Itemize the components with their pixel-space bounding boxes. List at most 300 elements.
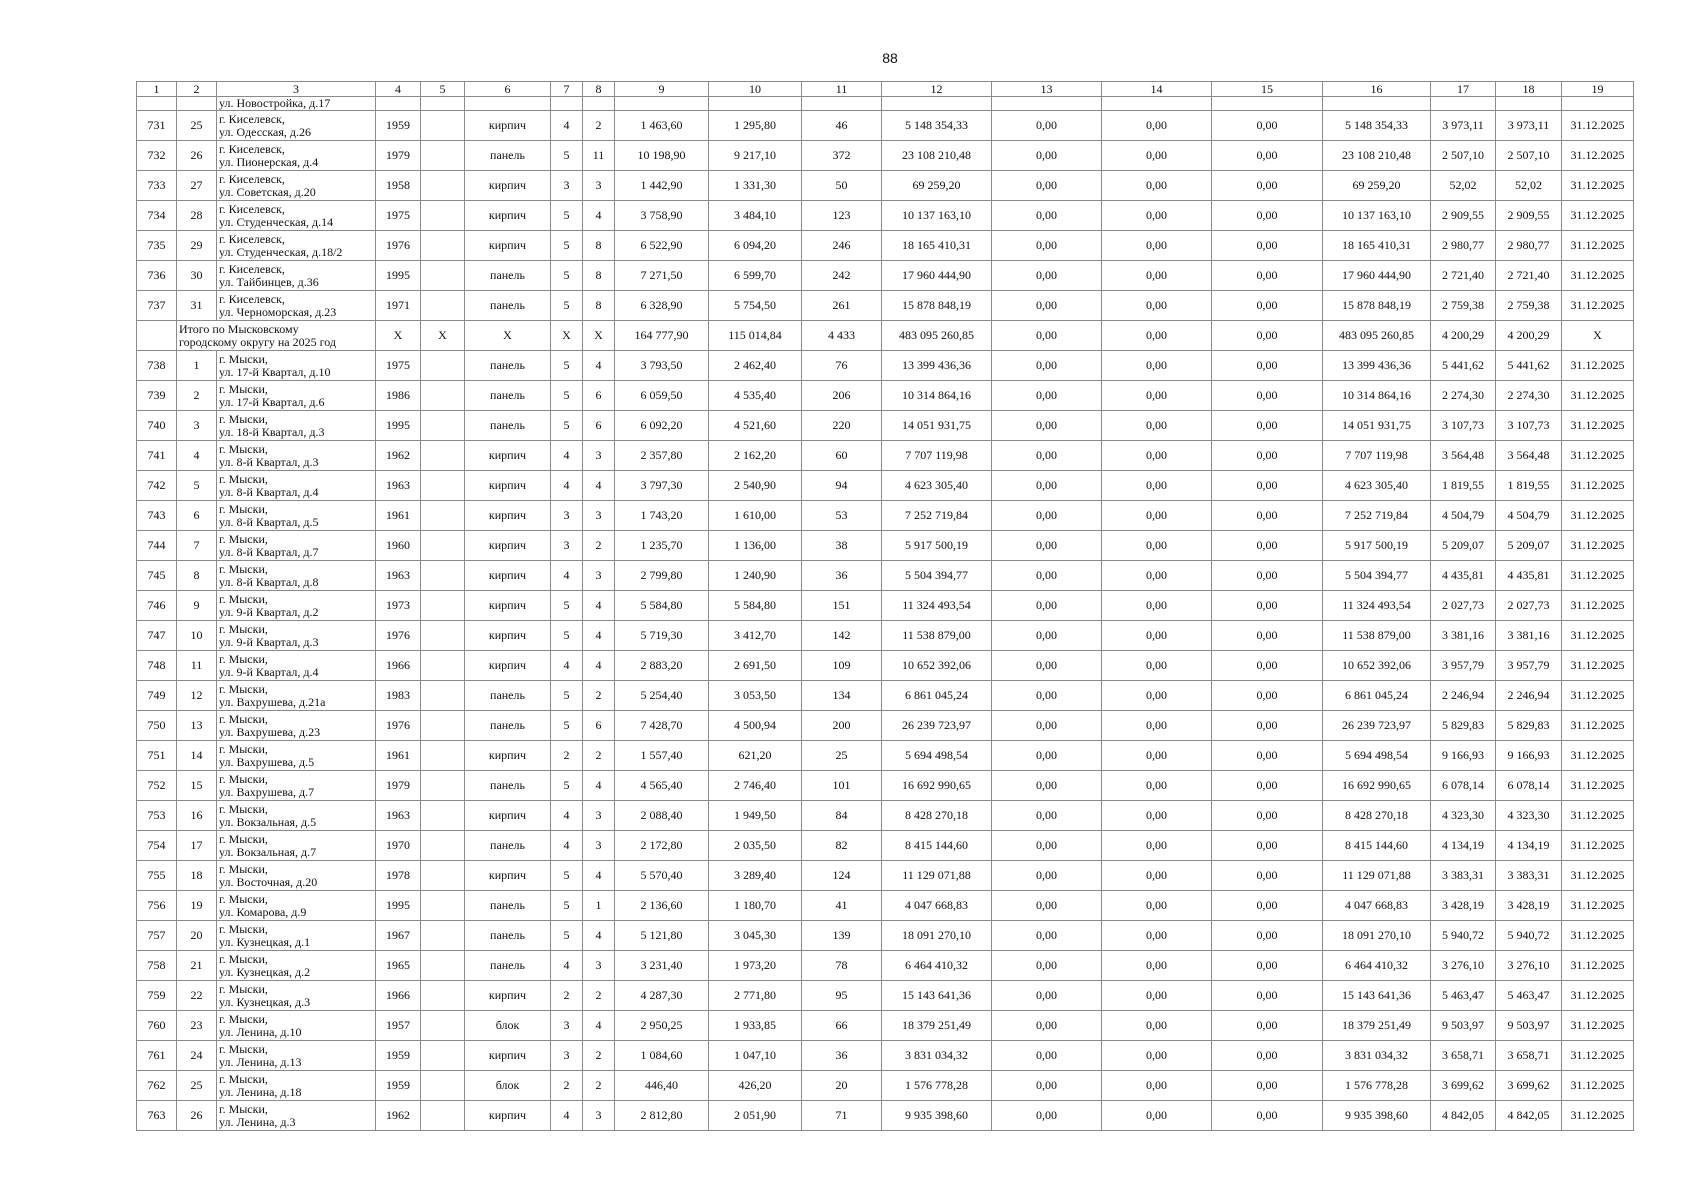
col5-cell <box>421 141 465 171</box>
num-cell: 755 <box>137 861 177 891</box>
address-city: г. Мыски, <box>219 1011 268 1026</box>
year-cell: 1963 <box>376 561 421 591</box>
entrances-cell: 4 <box>583 201 615 231</box>
col14-cell: 0,00 <box>1102 801 1212 831</box>
cost-cell: 18 165 410,31 <box>882 231 992 261</box>
year-cell: 1963 <box>376 801 421 831</box>
floors-cell: 3 <box>551 531 583 561</box>
total-cell: X <box>583 321 615 351</box>
year-cell: 1961 <box>376 741 421 771</box>
cost-cell: 4 623 305,40 <box>882 471 992 501</box>
address-city: г. Мыски, <box>219 471 268 486</box>
column-header: 6 <box>465 82 551 97</box>
col5-cell <box>421 981 465 1011</box>
floors-cell: 5 <box>551 711 583 741</box>
total-area-cell: 6 059,50 <box>615 381 709 411</box>
num-cell: 762 <box>137 1071 177 1101</box>
address-street: ул. Кузнецкая, д.1 <box>219 934 311 949</box>
address-cell <box>217 861 376 891</box>
col13-cell: 0,00 <box>992 891 1102 921</box>
col5-cell <box>421 711 465 741</box>
empty-cell <box>1323 97 1431 111</box>
total-area-cell: 7 428,70 <box>615 711 709 741</box>
address-cell <box>217 411 376 441</box>
entrances-cell: 8 <box>583 261 615 291</box>
num-cell: 746 <box>137 591 177 621</box>
col14-cell: 0,00 <box>1102 1101 1212 1131</box>
empty-cell <box>1102 97 1212 111</box>
date-cell: 31.12.2025 <box>1562 1011 1634 1041</box>
sub-num-cell: 29 <box>177 231 217 261</box>
col18-cell: 52,02 <box>1496 171 1562 201</box>
floors-cell: 5 <box>551 291 583 321</box>
address-cell <box>217 351 376 381</box>
col15-cell: 0,00 <box>1212 861 1323 891</box>
num-cell: 750 <box>137 711 177 741</box>
table-row <box>137 891 1634 921</box>
total-area-cell: 1 463,60 <box>615 111 709 141</box>
floors-cell: 2 <box>551 741 583 771</box>
col14-cell: 0,00 <box>1102 171 1212 201</box>
col16-cell: 5 694 498,54 <box>1323 741 1431 771</box>
col13-cell: 0,00 <box>992 831 1102 861</box>
address-city: г. Мыски, <box>219 1071 268 1086</box>
col16-cell: 18 091 270,10 <box>1323 921 1431 951</box>
page-number: 88 <box>882 50 898 66</box>
year-cell: 1957 <box>376 1011 421 1041</box>
material-cell: кирпич <box>465 591 551 621</box>
date-cell: 31.12.2025 <box>1562 681 1634 711</box>
living-area-cell: 3 412,70 <box>709 621 802 651</box>
cost-cell: 14 051 931,75 <box>882 411 992 441</box>
col15-cell: 0,00 <box>1212 771 1323 801</box>
col17-cell: 3 381,16 <box>1431 621 1496 651</box>
sub-num-cell: 18 <box>177 861 217 891</box>
living-area-cell: 6 599,70 <box>709 261 802 291</box>
column-header: 10 <box>709 82 802 97</box>
year-cell: 1970 <box>376 831 421 861</box>
col15-cell: 0,00 <box>1212 471 1323 501</box>
col13-cell: 0,00 <box>992 381 1102 411</box>
table-row <box>137 531 1634 561</box>
col16-cell: 8 428 270,18 <box>1323 801 1431 831</box>
sub-num-cell: 1 <box>177 351 217 381</box>
address-cell <box>217 681 376 711</box>
address-street: ул. 17-й Квартал, д.6 <box>219 394 325 409</box>
entrances-cell: 6 <box>583 711 615 741</box>
residents-cell: 20 <box>802 1071 882 1101</box>
floors-cell: 4 <box>551 801 583 831</box>
cost-cell: 10 137 163,10 <box>882 201 992 231</box>
entrances-cell: 1 <box>583 891 615 921</box>
residents-cell: 372 <box>802 141 882 171</box>
empty-cell <box>992 97 1102 111</box>
col5-cell <box>421 681 465 711</box>
sub-num-cell: 9 <box>177 591 217 621</box>
material-cell: кирпич <box>465 1101 551 1131</box>
entrances-cell: 2 <box>583 681 615 711</box>
table-row <box>137 381 1634 411</box>
col5-cell <box>421 951 465 981</box>
address-cell <box>217 501 376 531</box>
num-cell: 740 <box>137 411 177 441</box>
cost-cell: 11 129 071,88 <box>882 861 992 891</box>
table-row <box>137 921 1634 951</box>
address-street: ул. 9-й Квартал, д.2 <box>219 604 319 619</box>
col15-cell: 0,00 <box>1212 411 1323 441</box>
total-area-cell: 3 758,90 <box>615 201 709 231</box>
col18-cell: 5 463,47 <box>1496 981 1562 1011</box>
col16-cell: 11 538 879,00 <box>1323 621 1431 651</box>
col17-cell: 4 323,30 <box>1431 801 1496 831</box>
total-cell: 4 200,29 <box>1496 321 1562 351</box>
col15-cell: 0,00 <box>1212 171 1323 201</box>
col13-cell: 0,00 <box>992 711 1102 741</box>
address-cell: ул. Новостройка, д.17 <box>217 97 376 111</box>
col13-cell: 0,00 <box>992 741 1102 771</box>
living-area-cell: 6 094,20 <box>709 231 802 261</box>
col16-cell: 11 324 493,54 <box>1323 591 1431 621</box>
total-area-cell: 2 812,80 <box>615 1101 709 1131</box>
col17-cell: 5 441,62 <box>1431 351 1496 381</box>
col15-cell: 0,00 <box>1212 681 1323 711</box>
col16-cell: 23 108 210,48 <box>1323 141 1431 171</box>
living-area-cell: 3 045,30 <box>709 921 802 951</box>
column-header: 1 <box>137 82 177 97</box>
floors-cell: 5 <box>551 621 583 651</box>
total-area-cell: 2 172,80 <box>615 831 709 861</box>
floors-cell: 5 <box>551 201 583 231</box>
residents-cell: 101 <box>802 771 882 801</box>
col13-cell: 0,00 <box>992 681 1102 711</box>
entrances-cell: 3 <box>583 171 615 201</box>
cost-cell: 9 935 398,60 <box>882 1101 992 1131</box>
total-cell: 164 777,90 <box>615 321 709 351</box>
cost-cell: 6 464 410,32 <box>882 951 992 981</box>
table-row <box>137 441 1634 471</box>
date-cell: 31.12.2025 <box>1562 201 1634 231</box>
year-cell: 1995 <box>376 411 421 441</box>
col5-cell <box>421 591 465 621</box>
num-cell: 757 <box>137 921 177 951</box>
date-cell: 31.12.2025 <box>1562 801 1634 831</box>
address-city: г. Мыски, <box>219 921 268 936</box>
sub-num-cell: 3 <box>177 411 217 441</box>
num-cell: 743 <box>137 501 177 531</box>
total-area-cell: 1 084,60 <box>615 1041 709 1071</box>
num-cell: 759 <box>137 981 177 1011</box>
date-cell: 31.12.2025 <box>1562 231 1634 261</box>
entrances-cell: 4 <box>583 921 615 951</box>
col18-cell: 2 980,77 <box>1496 231 1562 261</box>
total-area-cell: 4 287,30 <box>615 981 709 1011</box>
date-cell: 31.12.2025 <box>1562 291 1634 321</box>
table-row <box>137 741 1634 771</box>
entrances-cell: 2 <box>583 111 615 141</box>
col18-cell: 2 721,40 <box>1496 261 1562 291</box>
col16-cell: 18 165 410,31 <box>1323 231 1431 261</box>
empty-cell <box>1212 97 1323 111</box>
living-area-cell: 426,20 <box>709 1071 802 1101</box>
col16-cell: 5 148 354,33 <box>1323 111 1431 141</box>
col5-cell <box>421 531 465 561</box>
column-header: 13 <box>992 82 1102 97</box>
continuation-row <box>137 97 1634 111</box>
address-city: г. Мыски, <box>219 501 268 516</box>
column-header: 2 <box>177 82 217 97</box>
year-cell: 1986 <box>376 381 421 411</box>
table-row <box>137 561 1634 591</box>
col13-cell: 0,00 <box>992 981 1102 1011</box>
living-area-cell: 1 136,00 <box>709 531 802 561</box>
year-cell: 1976 <box>376 231 421 261</box>
year-cell: 1962 <box>376 1101 421 1131</box>
address-street: ул. Восточная, д.20 <box>219 874 318 889</box>
num-cell: 741 <box>137 441 177 471</box>
empty-cell <box>551 97 583 111</box>
total-cell: X <box>551 321 583 351</box>
col18-cell: 3 276,10 <box>1496 951 1562 981</box>
col17-cell: 2 274,30 <box>1431 381 1496 411</box>
cost-cell: 8 415 144,60 <box>882 831 992 861</box>
floors-cell: 2 <box>551 1071 583 1101</box>
col13-cell: 0,00 <box>992 441 1102 471</box>
total-area-cell: 6 328,90 <box>615 291 709 321</box>
address-city: г. Мыски, <box>219 741 268 756</box>
entrances-cell: 4 <box>583 771 615 801</box>
date-cell: 31.12.2025 <box>1562 831 1634 861</box>
empty-cell <box>615 97 709 111</box>
table-row <box>137 1101 1634 1131</box>
empty-cell <box>1496 97 1562 111</box>
entrances-cell: 6 <box>583 411 615 441</box>
col5-cell <box>421 381 465 411</box>
year-cell: 1959 <box>376 1071 421 1101</box>
col14-cell: 0,00 <box>1102 681 1212 711</box>
col14-cell: 0,00 <box>1102 771 1212 801</box>
col18-cell: 9 166,93 <box>1496 741 1562 771</box>
num-cell: 734 <box>137 201 177 231</box>
entrances-cell: 3 <box>583 441 615 471</box>
table-row <box>137 951 1634 981</box>
num-cell: 760 <box>137 1011 177 1041</box>
cost-cell: 16 692 990,65 <box>882 771 992 801</box>
col5-cell <box>421 801 465 831</box>
material-cell: кирпич <box>465 471 551 501</box>
residents-cell: 220 <box>802 411 882 441</box>
cost-cell: 7 252 719,84 <box>882 501 992 531</box>
sub-num-cell: 26 <box>177 1101 217 1131</box>
total-cell: 0,00 <box>992 321 1102 351</box>
material-cell: кирпич <box>465 561 551 591</box>
material-cell: панель <box>465 351 551 381</box>
address-street: ул. Кузнецкая, д.2 <box>219 964 311 979</box>
living-area-cell: 1 180,70 <box>709 891 802 921</box>
material-cell: панель <box>465 681 551 711</box>
cost-cell: 3 831 034,32 <box>882 1041 992 1071</box>
entrances-cell: 4 <box>583 621 615 651</box>
num-cell: 752 <box>137 771 177 801</box>
col18-cell: 3 699,62 <box>1496 1071 1562 1101</box>
table-row <box>137 201 1634 231</box>
sub-num-cell: 22 <box>177 981 217 1011</box>
total-area-cell: 7 271,50 <box>615 261 709 291</box>
residents-cell: 95 <box>802 981 882 1011</box>
table-row <box>137 591 1634 621</box>
floors-cell: 3 <box>551 171 583 201</box>
table-row <box>137 801 1634 831</box>
col15-cell: 0,00 <box>1212 291 1323 321</box>
col16-cell: 3 831 034,32 <box>1323 1041 1431 1071</box>
col17-cell: 3 699,62 <box>1431 1071 1496 1101</box>
floors-cell: 5 <box>551 921 583 951</box>
living-area-cell: 4 521,60 <box>709 411 802 441</box>
col18-cell: 2 507,10 <box>1496 141 1562 171</box>
total-area-cell: 3 231,40 <box>615 951 709 981</box>
col5-cell <box>421 921 465 951</box>
col16-cell: 9 935 398,60 <box>1323 1101 1431 1131</box>
col18-cell: 2 246,94 <box>1496 681 1562 711</box>
year-cell: 1965 <box>376 951 421 981</box>
col14-cell: 0,00 <box>1102 711 1212 741</box>
living-area-cell: 9 217,10 <box>709 141 802 171</box>
col14-cell: 0,00 <box>1102 861 1212 891</box>
address-street: ул. Советская, д.20 <box>219 184 316 199</box>
cost-cell: 8 428 270,18 <box>882 801 992 831</box>
empty-cell <box>583 97 615 111</box>
address-cell <box>217 651 376 681</box>
living-area-cell: 2 691,50 <box>709 651 802 681</box>
col16-cell: 4 047 668,83 <box>1323 891 1431 921</box>
col13-cell: 0,00 <box>992 1101 1102 1131</box>
floors-cell: 4 <box>551 951 583 981</box>
total-cell: 4 433 <box>802 321 882 351</box>
empty-cell <box>709 97 802 111</box>
residents-cell: 206 <box>802 381 882 411</box>
num-cell: 754 <box>137 831 177 861</box>
address-city: г. Мыски, <box>219 981 268 996</box>
address-street: ул. 9-й Квартал, д.3 <box>219 634 319 649</box>
date-cell: 31.12.2025 <box>1562 921 1634 951</box>
sub-num-cell: 27 <box>177 171 217 201</box>
cost-cell: 10 652 392,06 <box>882 651 992 681</box>
address-city: г. Киселевск, <box>219 231 285 246</box>
empty-cell <box>376 97 421 111</box>
address-street: ул. 8-й Квартал, д.5 <box>219 514 319 529</box>
date-cell: 31.12.2025 <box>1562 891 1634 921</box>
date-cell: 31.12.2025 <box>1562 501 1634 531</box>
col13-cell: 0,00 <box>992 141 1102 171</box>
residents-cell: 36 <box>802 1041 882 1071</box>
col18-cell: 4 504,79 <box>1496 501 1562 531</box>
material-cell: кирпич <box>465 231 551 261</box>
date-cell: 31.12.2025 <box>1562 861 1634 891</box>
total-area-cell: 6 092,20 <box>615 411 709 441</box>
sub-num-cell: 24 <box>177 1041 217 1071</box>
col5-cell <box>421 1011 465 1041</box>
floors-cell: 4 <box>551 651 583 681</box>
col5-cell <box>421 771 465 801</box>
col17-cell: 4 435,81 <box>1431 561 1496 591</box>
material-cell: панель <box>465 771 551 801</box>
address-cell <box>217 1041 376 1071</box>
floors-cell: 5 <box>551 351 583 381</box>
entrances-cell: 3 <box>583 801 615 831</box>
empty-cell <box>1562 97 1634 111</box>
cost-cell: 10 314 864,16 <box>882 381 992 411</box>
total-area-cell: 2 950,25 <box>615 1011 709 1041</box>
living-area-cell: 1 331,30 <box>709 171 802 201</box>
address-cell <box>217 921 376 951</box>
col14-cell: 0,00 <box>1102 471 1212 501</box>
table-row <box>137 471 1634 501</box>
col15-cell: 0,00 <box>1212 1101 1323 1131</box>
living-area-cell: 4 500,94 <box>709 711 802 741</box>
floors-cell: 3 <box>551 1041 583 1071</box>
floors-cell: 4 <box>551 831 583 861</box>
address-street: ул. Ленина, д.18 <box>219 1084 302 1099</box>
date-cell: 31.12.2025 <box>1562 651 1634 681</box>
col14-cell: 0,00 <box>1102 651 1212 681</box>
col17-cell: 3 276,10 <box>1431 951 1496 981</box>
living-area-cell: 2 462,40 <box>709 351 802 381</box>
col5-cell <box>421 351 465 381</box>
date-cell: 31.12.2025 <box>1562 711 1634 741</box>
col5-cell <box>421 891 465 921</box>
col18-cell: 9 503,97 <box>1496 1011 1562 1041</box>
sub-num-cell: 7 <box>177 531 217 561</box>
entrances-cell: 2 <box>583 1071 615 1101</box>
col15-cell: 0,00 <box>1212 201 1323 231</box>
material-cell: кирпич <box>465 501 551 531</box>
column-header: 15 <box>1212 82 1323 97</box>
col17-cell: 2 980,77 <box>1431 231 1496 261</box>
address-street: ул. Ленина, д.13 <box>219 1054 302 1069</box>
table-row <box>137 261 1634 291</box>
total-label-line1: Итого по Мысковскому <box>179 321 299 336</box>
material-cell: кирпич <box>465 441 551 471</box>
residents-cell: 41 <box>802 891 882 921</box>
date-cell: 31.12.2025 <box>1562 171 1634 201</box>
residents-cell: 46 <box>802 111 882 141</box>
num-cell: 749 <box>137 681 177 711</box>
living-area-cell: 1 933,85 <box>709 1011 802 1041</box>
sub-num-cell: 5 <box>177 471 217 501</box>
total-area-cell: 5 121,80 <box>615 921 709 951</box>
floors-cell: 4 <box>551 1101 583 1131</box>
num-cell: 736 <box>137 261 177 291</box>
address-city: г. Мыски, <box>219 441 268 456</box>
col18-cell: 3 383,31 <box>1496 861 1562 891</box>
date-cell: 31.12.2025 <box>1562 441 1634 471</box>
col15-cell: 0,00 <box>1212 891 1323 921</box>
col17-cell: 9 166,93 <box>1431 741 1496 771</box>
floors-cell: 4 <box>551 561 583 591</box>
residents-cell: 25 <box>802 741 882 771</box>
living-area-cell: 1 295,80 <box>709 111 802 141</box>
col17-cell: 3 107,73 <box>1431 411 1496 441</box>
date-cell: 31.12.2025 <box>1562 261 1634 291</box>
material-cell: кирпич <box>465 981 551 1011</box>
living-area-cell: 1 949,50 <box>709 801 802 831</box>
col17-cell: 3 428,19 <box>1431 891 1496 921</box>
cost-cell: 15 143 641,36 <box>882 981 992 1011</box>
sub-num-cell: 20 <box>177 921 217 951</box>
cost-cell: 26 239 723,97 <box>882 711 992 741</box>
col16-cell: 26 239 723,97 <box>1323 711 1431 741</box>
residents-cell: 71 <box>802 1101 882 1131</box>
entrances-cell: 3 <box>583 951 615 981</box>
